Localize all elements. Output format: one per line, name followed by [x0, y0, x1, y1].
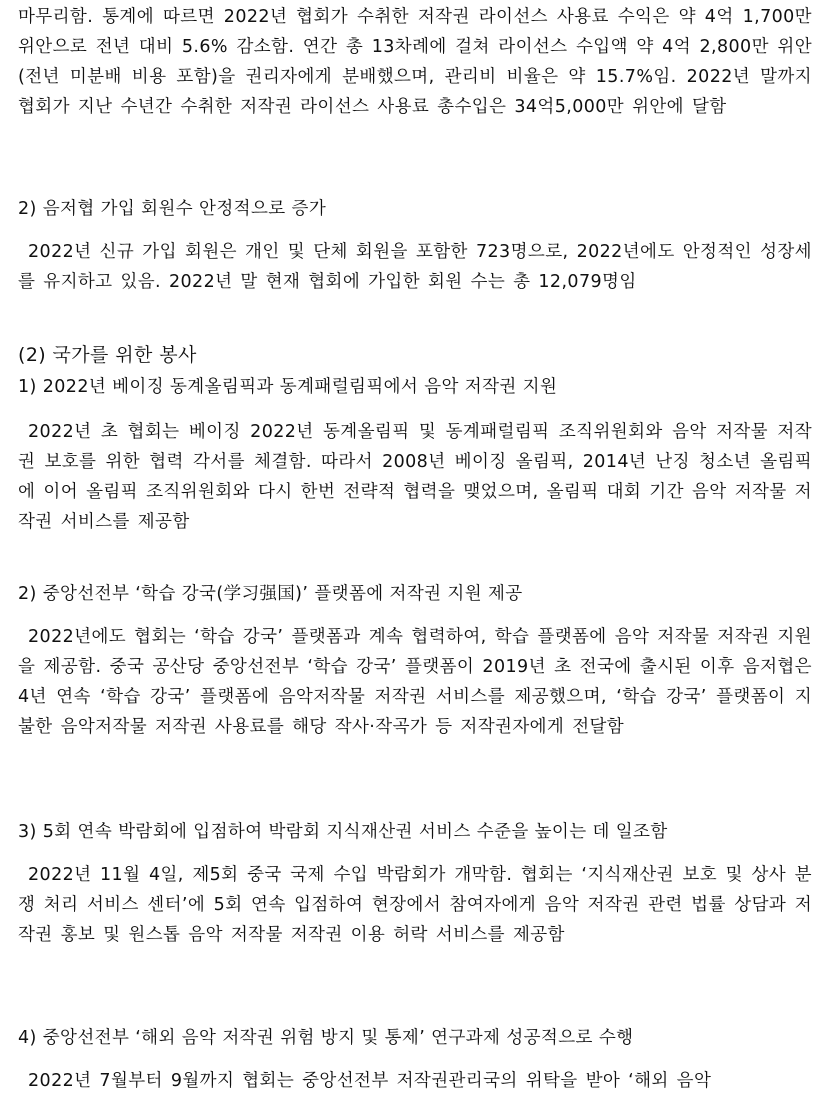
- import-expo-paragraph: 2022년 11월 4일, 제5회 중국 국제 수입 박람회가 개막함. 협회는 ‘지식재산권 보호 및 상사 분쟁 처리 서비스 센터’에 5회 연속 입점하여 현장에서 참여자에게 음악 저작권 관련 법률 상담과 저작권 홍보 및 원스톱 음악 저작물 저작권 이용 허락 서비스를 제공함: [18, 865, 812, 945]
- member-growth-paragraph: 2022년 신규 가입 회원은 개인 및 단체 회원을 포함한 723명으로, 2022년에도 안정적인 성장세를 유지하고 있음. 2022년 말 현재 협회에 가입한 회원 수는 총 12,079명임: [18, 242, 812, 292]
- major-heading-national-service: (2) 국가를 위한 봉사: [18, 344, 197, 366]
- subheading-import-expo: 3) 5회 연속 박람회에 입점하여 박람회 지식재산권 서비스 수준을 높이는 데 일조함: [18, 822, 668, 842]
- subheading-olympics: 1) 2022년 베이징 동계올림픽과 동계패럴림픽에서 음악 저작권 지원: [18, 377, 558, 397]
- subheading-xuexi-qiangguo: 2) 중앙선전부 ‘학습 강국(学习强国)’ 플랫폼에 저작권 지원 제공: [18, 584, 523, 604]
- intro-paragraph: 마무리함. 통계에 따르면 2022년 협회가 수취한 저작권 라이선스 사용료 수익은 약 4억 1,700만 위안으로 전년 대비 5.6% 감소함. 연간 총 13차례에 걸쳐 라이선스 수입액 약 4억 2,800만 위안(전년 미분배 비용 포함)을 권리자에게 분배했으며, 관리비 비율은 약 15.7%임. 2022년 말까지 협회가 지난 수년간 수취한 저작권 라이선스 사용료 총수입은 34억5,000만 위안에 달함: [18, 7, 812, 117]
- olympics-paragraph: 2022년 초 협회는 베이징 2022년 동계올림픽 및 동계패럴림픽 조직위원회와 음악 저작물 저작권 보호를 위한 협력 각서를 체결함. 따라서 2008년 베이징 올림픽, 2014년 난징 청소년 올림픽에 이어 올림픽 조직위원회와 다시 한번 전략적 협력을 맺었으며, 올림픽 대회 기간 음악 저작물 저작권 서비스를 제공함: [18, 422, 812, 532]
- section-heading-member-growth: 2) 음저협 가입 회원수 안정적으로 증가: [18, 199, 327, 219]
- subheading-overseas-risk-research: 4) 중앙선전부 ‘해외 음악 저작권 위험 방지 및 통제’ 연구과제 성공적으로 수행: [18, 1028, 634, 1048]
- overseas-risk-paragraph: 2022년 7월부터 9월까지 협회는 중앙선전부 저작권관리국의 위탁을 받아 ‘해외 음악: [28, 1071, 712, 1091]
- xuexi-qiangguo-paragraph: 2022년에도 협회는 ‘학습 강국’ 플랫폼과 계속 협력하여, 학습 플랫폼에 음악 저작물 저작권 지원을 제공함. 중국 공산당 중앙선전부 ‘학습 강국’ 플랫폼이 2019년 초 전국에 출시된 이후 음저협은 4년 연속 ‘학습 강국’ 플랫폼에 음악저작물 저작권 서비스를 제공했으며, ‘학습 강국’ 플랫폼이 지불한 음악저작물 저작권 사용료를 해당 작사·작곡가 등 저작권자에게 전달함: [18, 627, 812, 737]
